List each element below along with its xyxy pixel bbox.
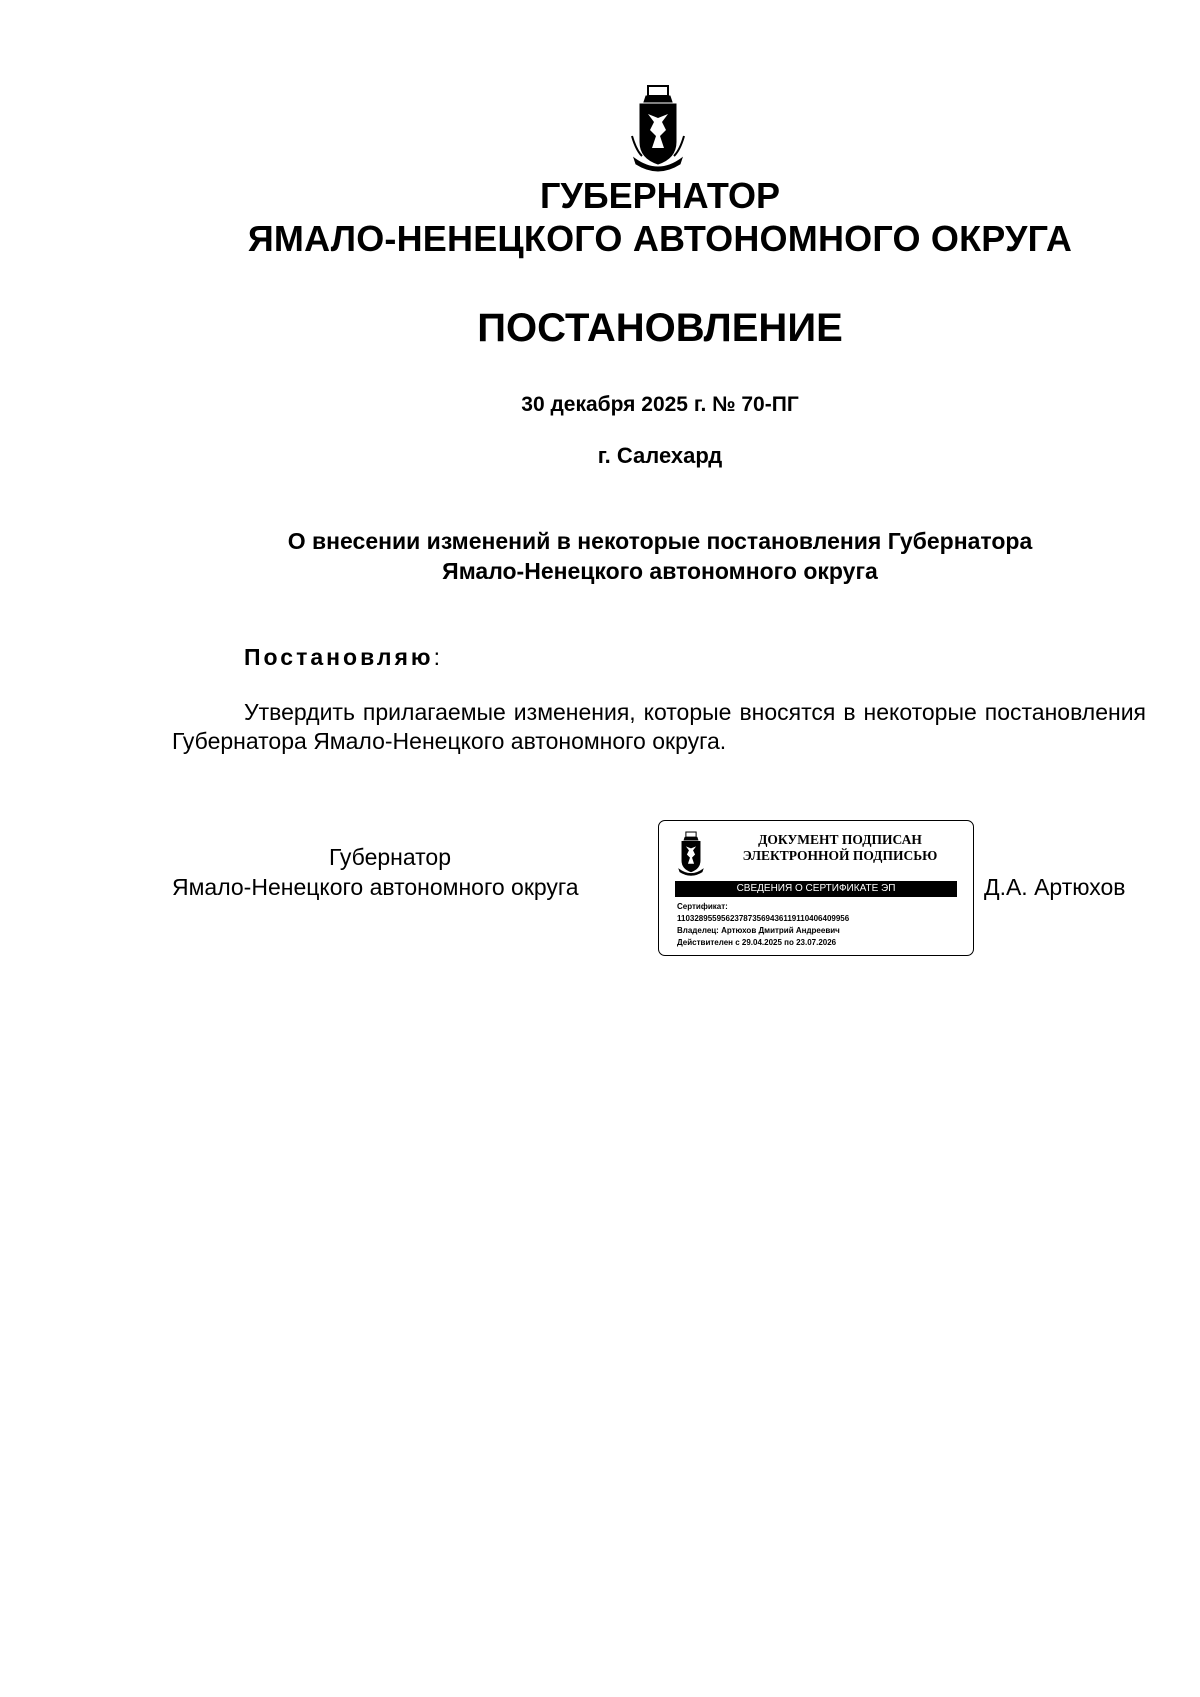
stamp-certificate-info bbox=[677, 901, 849, 949]
document-city: г. Салехард bbox=[597, 443, 723, 468]
document-subject bbox=[200, 526, 1120, 586]
signatory-name: Д.А. Артюхов bbox=[984, 874, 1126, 900]
stamp-cert-number: 110328955956237873569436119110406409956 bbox=[677, 914, 850, 923]
signatory-position bbox=[172, 842, 642, 902]
stamp-owner: Владелец: Артюхов Дмитрий Андреевич bbox=[677, 926, 840, 935]
position-line-1: Губернатор bbox=[329, 844, 452, 870]
stamp-title-line-2: ЭЛЕКТРОННОЙ ПОДПИСЬЮ bbox=[742, 848, 938, 863]
decree-heading bbox=[244, 643, 440, 671]
stamp-title-line-1: ДОКУМЕНТ ПОДПИСАН bbox=[758, 832, 922, 847]
decree-text: Утвердить прилагаемые изменения, которые вносятся в некоторые постановления Губернатора Ямало-Ненецкого автономного округа. bbox=[172, 699, 1146, 754]
stamp-title bbox=[723, 832, 957, 864]
subject-line-2: Ямало-Ненецкого автономного округа bbox=[442, 558, 878, 584]
stamp-validity: Действителен с 29.04.2025 по 23.07.2026 bbox=[677, 938, 837, 947]
stamp-certificate-bar: СВЕДЕНИЯ О СЕРТИФИКАТЕ ЭП bbox=[675, 881, 957, 897]
coat-of-arms-icon bbox=[630, 84, 686, 174]
issuer-region: ЯМАЛО-НЕНЕЦКОГО АВТОНОМНОГО ОКРУГА bbox=[247, 218, 1073, 259]
stamp-coat-of-arms-icon bbox=[676, 831, 706, 877]
issuer-title: ГУБЕРНАТОР bbox=[539, 175, 780, 216]
subject-line-1: О внесении изменений в некоторые постановления Губернатора bbox=[287, 528, 1033, 554]
decree-colon: : bbox=[433, 644, 440, 670]
document-date-number: 30 декабря 2025 г. № 70-ПГ bbox=[521, 393, 799, 416]
position-line-2: Ямало-Ненецкого автономного округа bbox=[172, 874, 579, 900]
decree-word: Постановляю bbox=[244, 644, 434, 670]
electronic-signature-stamp bbox=[658, 820, 974, 956]
stamp-cert-label: Сертификат: bbox=[677, 902, 728, 911]
document-type: ПОСТАНОВЛЕНИЕ bbox=[477, 306, 843, 350]
